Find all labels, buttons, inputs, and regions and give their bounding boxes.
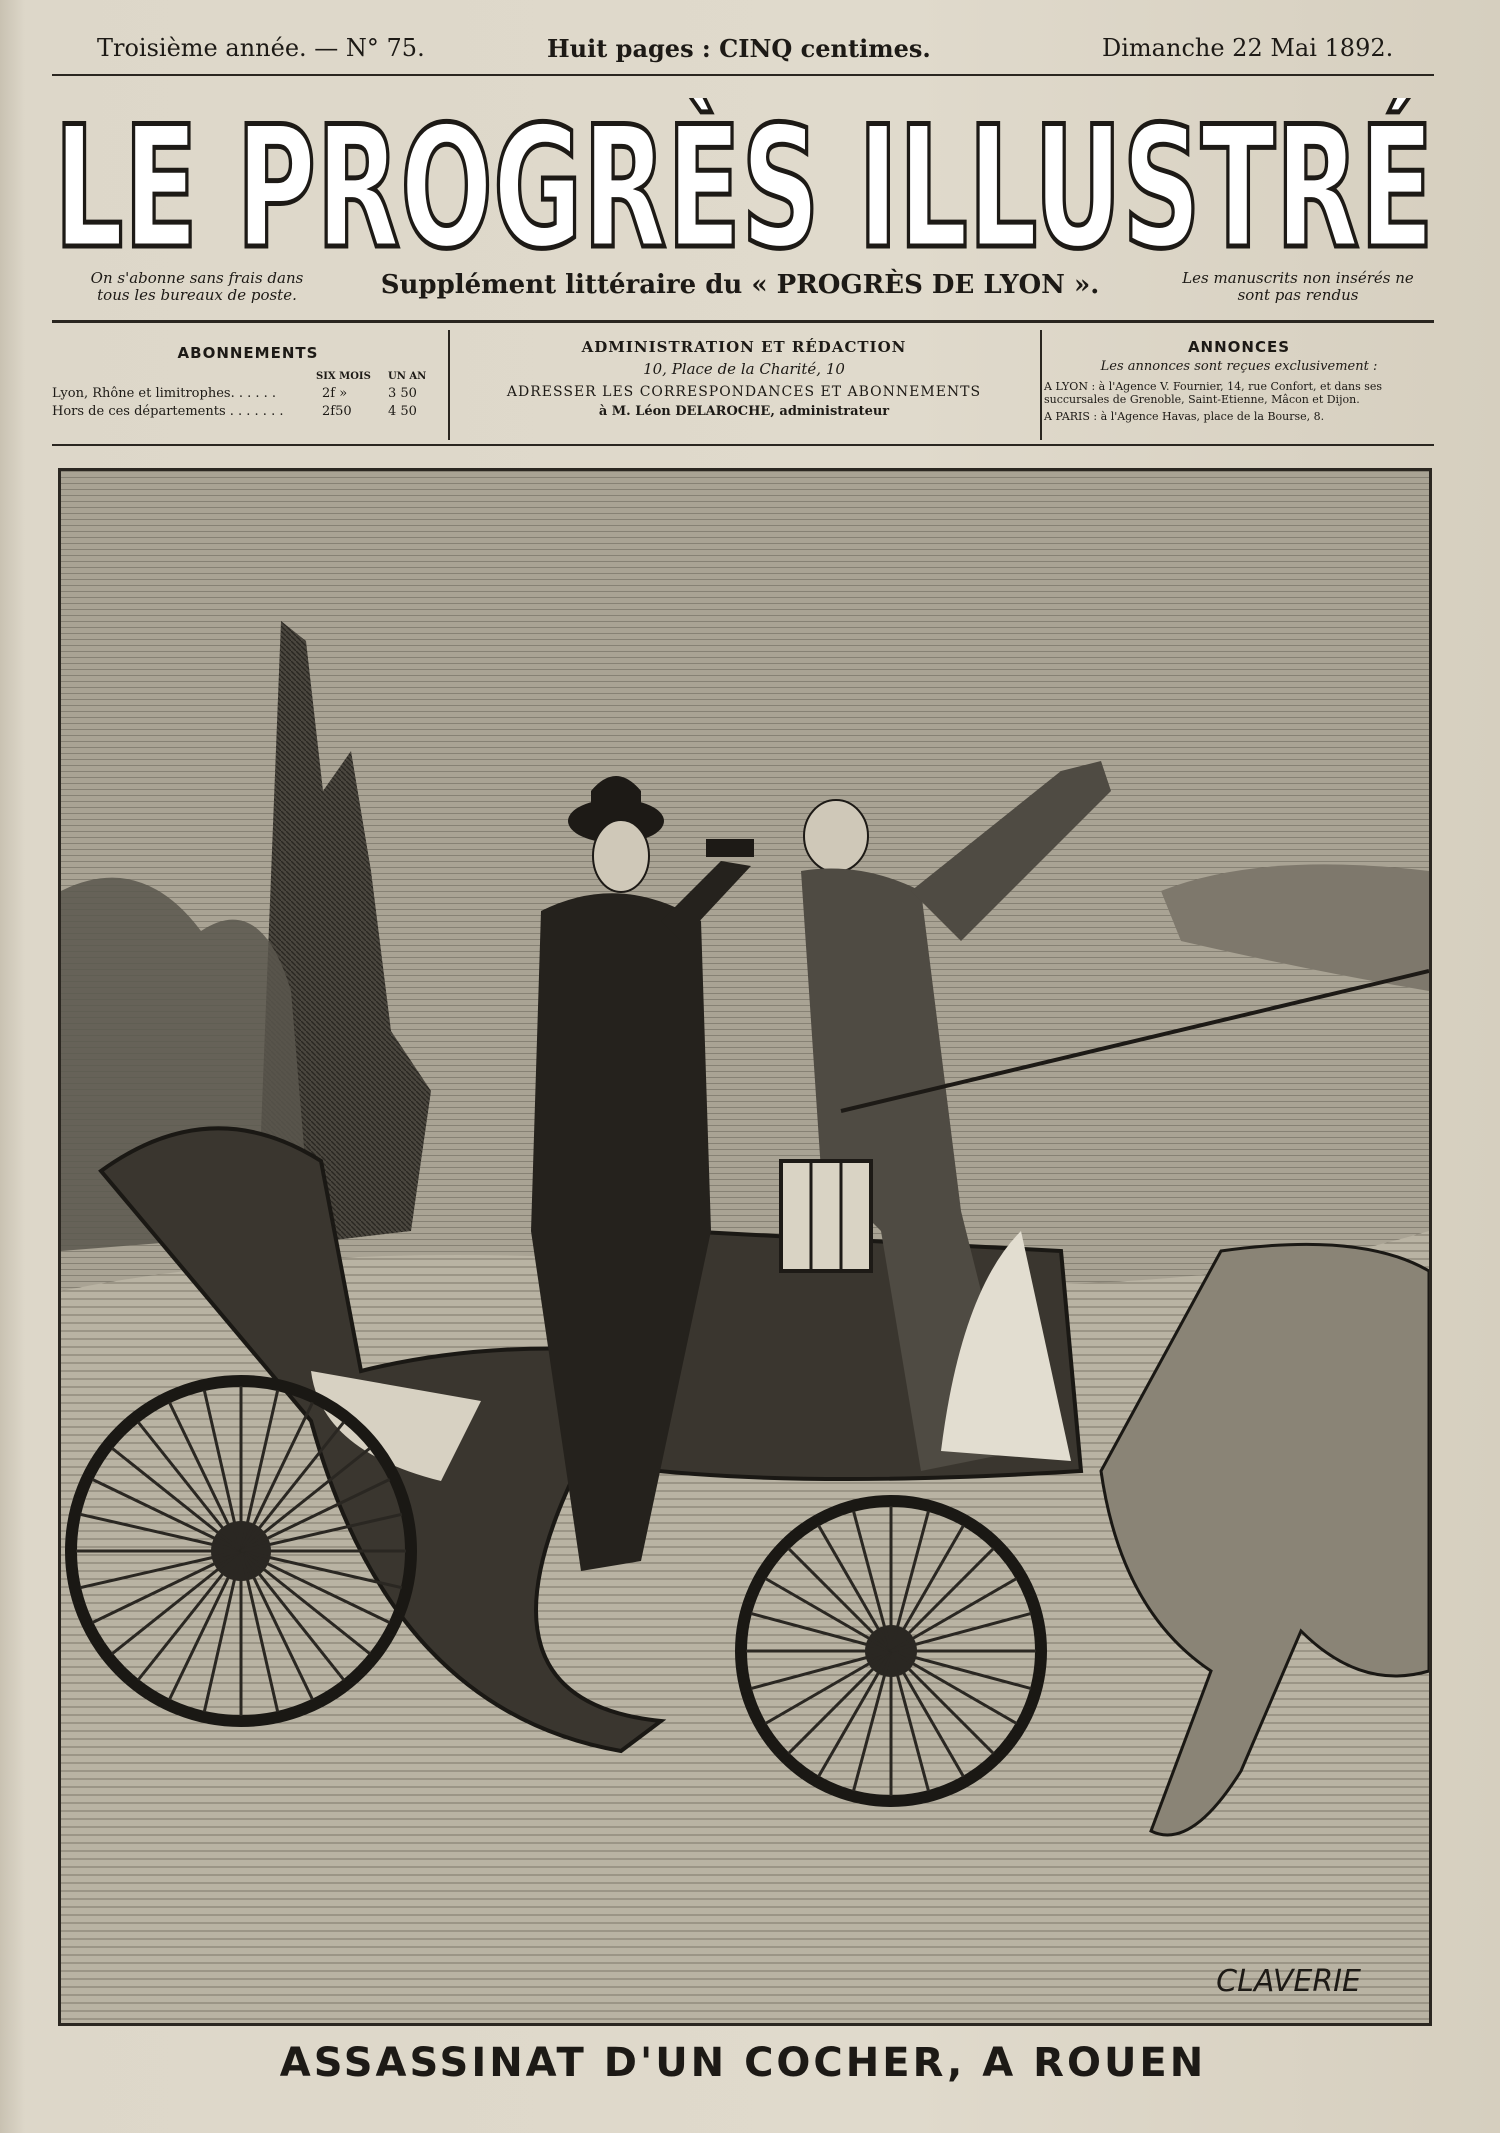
announcements-box [1044,326,1434,444]
issue-info-strip [52,30,1434,70]
col-one-year: UN AN [388,371,427,382]
manuscripts-note: Les manuscrits non insérés ne sont pas rendus [1182,269,1414,304]
supplement-subtitle: Supplément littéraire du « PROGRÈS DE LYON ». [380,270,1100,300]
svg-text:LE PROGRÈS ILLUSTRÉ: LE PROGRÈS ILLUSTRÉ [54,98,1434,258]
rate-six-other: 2f50 [322,404,352,419]
issue-number: Troisième année. — N° 75. [97,34,425,62]
correspondence-line: ADRESSER LES CORRESPONDANCES ET ABONNEMENTS [506,384,982,400]
rate-label-other: Hors de ces départements . . . . . . . [52,404,284,419]
rule-info-bottom [52,444,1434,446]
price-line: Huit pages : CINQ centimes. [547,34,931,63]
rate-year-lyon: 3 50 [388,386,417,401]
subscription-note: On s'abonne sans frais dans tous les bureaux de poste. [90,269,304,304]
administration-heading: ADMINISTRATION ET RÉDACTION [581,338,907,356]
rate-label-lyon: Lyon, Rhône et limitrophes. . . . . . [52,386,277,401]
masthead-title [48,98,1440,258]
issue-date: Dimanche 22 Mai 1892. [1102,34,1394,62]
subscriptions-box [52,326,444,444]
rule-info-top [52,320,1434,323]
rate-six-lyon: 2f » [322,386,348,401]
administrator-line: à M. Léon DELAROCHE, administrateur [598,404,890,419]
announcements-paris: A PARIS : à l'Agence Havas, place de la Bourse, 8. [1044,410,1325,423]
subscriptions-heading: ABONNEMENTS [177,344,319,362]
announcements-subhead: Les annonces sont reçues exclusivement : [1100,359,1378,374]
rate-year-other: 4 50 [388,404,417,419]
carriage-lantern [781,1161,871,1271]
artist-signature: CLAVERIE [1216,1964,1361,1999]
headline-caption: ASSASSINAT D'UN COCHER, A ROUEN [279,2040,1207,2086]
rule-top [52,74,1434,76]
info-divider-2 [1040,330,1042,440]
announcements-heading: ANNONCES [1187,338,1291,356]
engraving-illustration [58,468,1432,2026]
administration-address: 10, Place de la Charité, 10 [643,360,845,378]
administration-box [452,326,1036,444]
announcements-lyon: A LYON : à l'Agence V. Fournier, 14, rue Confort, et dans ses succursales de Grenoble, Saint-Etienne, Mâcon et Dijon. [1044,380,1383,406]
col-six-months: SIX MOIS [316,371,371,382]
info-divider-1 [448,330,450,440]
